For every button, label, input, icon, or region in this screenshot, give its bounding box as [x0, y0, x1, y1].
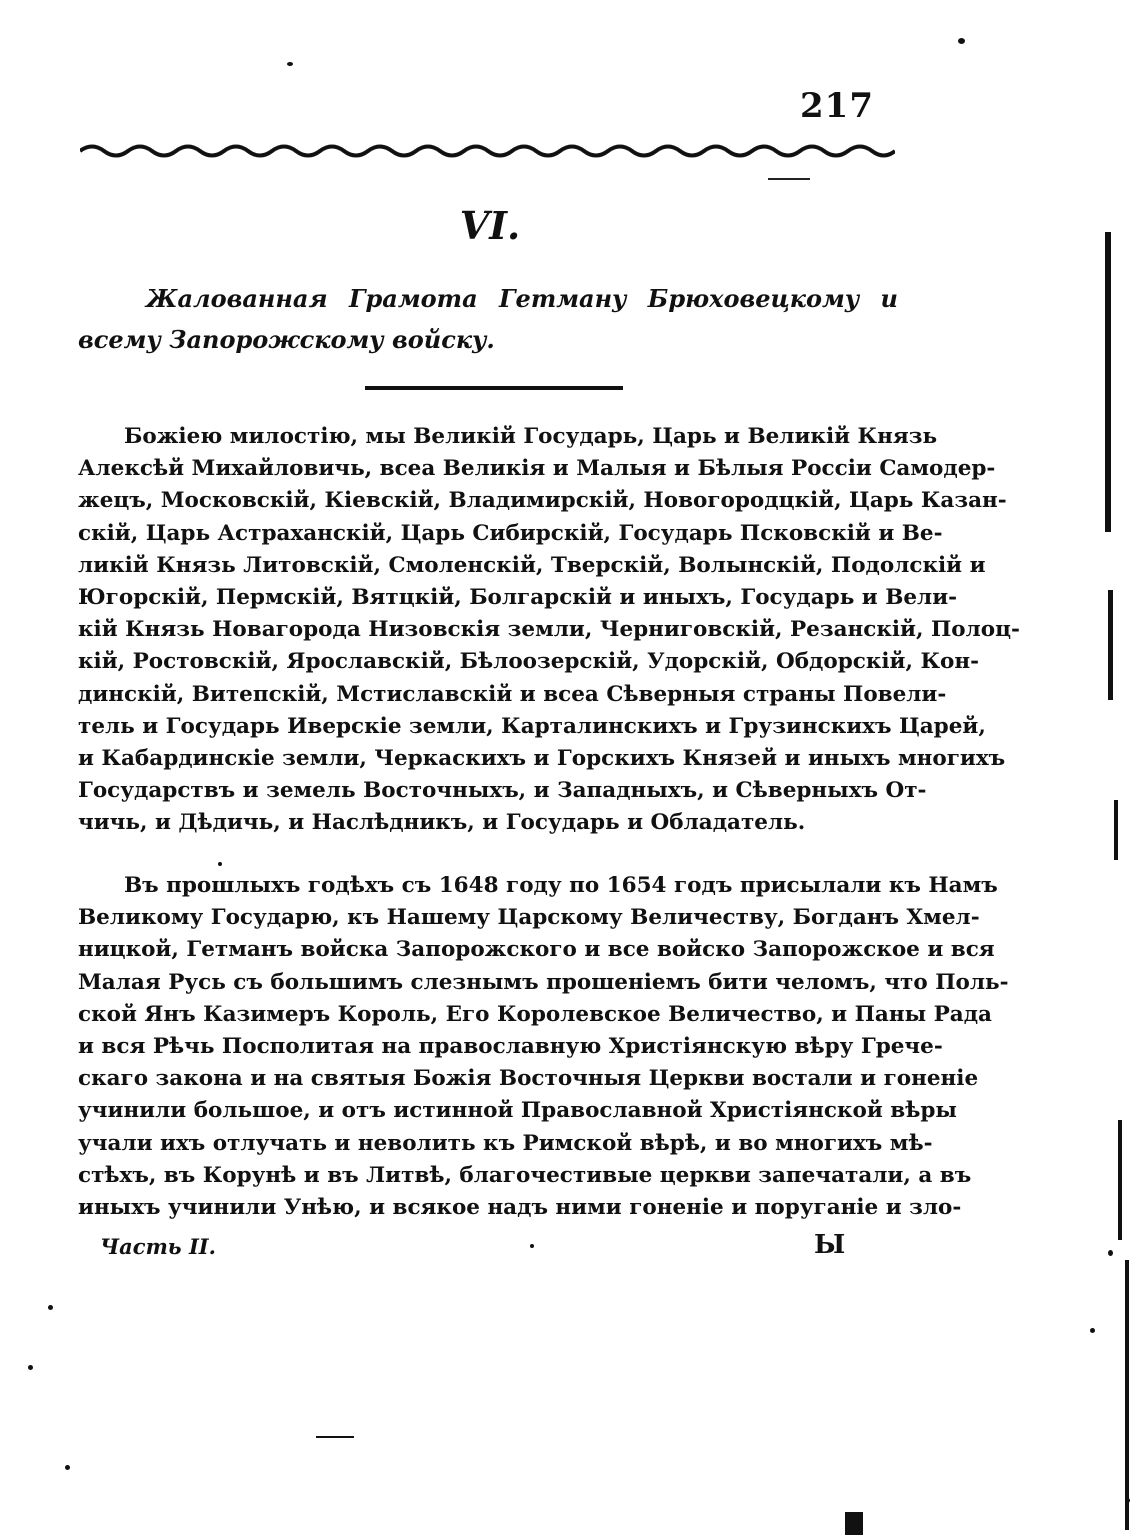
scan-edge-mark: [1125, 1260, 1129, 1530]
text-line: и вся Рѣчь Посполитая на православную Христiянскую вѣру Грече-: [78, 1034, 943, 1060]
scan-speck: [28, 1365, 33, 1370]
section-number: VI.: [459, 203, 521, 248]
text-line: Югорскiй, Пермскiй, Вятцкiй, Болгарскiй и иныхъ, Государь и Вели-: [78, 585, 958, 611]
text-line: Государствъ и земель Восточныхъ, и Западныхъ, и Сѣверныхъ От-: [78, 778, 927, 804]
text-line: чичь, и Дѣдичь, и Наслѣдникъ, и Государь и Обладатель.: [78, 810, 806, 836]
scan-speck: [65, 1465, 70, 1470]
section-title: Жалованная Грамота Гетману Брюховецкому и всему Запорожскому войску.: [78, 284, 898, 354]
page-number: 217: [800, 86, 874, 126]
text-line: Малая Русь съ большимъ слезнымъ прошенiемъ бити челомъ, что Поль-: [78, 969, 1009, 995]
text-line: Въ прошлыхъ годѣхъ съ 1648 году по 1654 годъ присылали къ Намъ: [124, 873, 998, 898]
text-line: динскiй, Витепскiй, Мстиславскiй и всеа Сѣверныя страны Повели-: [78, 681, 947, 707]
scan-edge-mark: [1118, 1120, 1122, 1240]
text-line: скаго закона и на святыя Божiя Восточныя Церкви востали и гоненiе: [78, 1066, 979, 1092]
text-line: кiй Князь Новагорода Низовскiя земли, Черниговскiй, Резанскiй, Полоц-: [78, 617, 1020, 643]
text-line: скiй, Царь Астраханскiй, Царь Сибирскiй, Государь Псковскiй и Ве-: [78, 520, 943, 546]
text-line: кiй, Ростовскiй, Ярославскiй, Бѣлоозерскiй, Удорскiй, Обдорскiй, Кон-: [78, 649, 980, 675]
text-line: и Кабардинскiе земли, Черкаскихъ и Горскихъ Князей и иныхъ многихъ: [78, 746, 1006, 772]
scan-speck: [958, 38, 965, 44]
signature-label: Часть II.: [100, 1234, 216, 1259]
text-line: стѣхъ, въ Корунѣ и въ Литвѣ, благочестивые церкви запечатали, а въ: [78, 1162, 972, 1188]
text-line: тель и Государь Иверскiе земли, Карталинскихъ и Грузинскихъ Царей,: [78, 713, 986, 739]
scan-edge-mark: [1105, 232, 1111, 532]
text-line: ской Янъ Казимеръ Король, Его Королевское Величество, и Паны Рада: [78, 1001, 992, 1027]
title-rule: [365, 386, 623, 390]
scan-speck: [1108, 1250, 1113, 1256]
text-line: учали ихъ отлучать и неволить къ Римской вѣрѣ, и во многихъ мѣ-: [78, 1130, 933, 1156]
scan-edge-mark: [1114, 800, 1118, 860]
text-line: Алексѣй Михайловичь, всеа Великiя и Малыя и Бѣлыя Россiи Самодер-: [78, 456, 996, 482]
text-line: ницкой, Гетманъ войска Запорожского и все войско Запорожское и вся: [78, 937, 995, 963]
text-line: иныхъ учинили Унѣю, и всякое надъ ними гоненiе и поруганiе и зло-: [78, 1195, 962, 1221]
short-rule: [768, 178, 810, 180]
wavy-rule: [80, 138, 895, 164]
scan-speck: [1090, 1328, 1095, 1333]
text-line: жецъ, Московскiй, Кiевскiй, Владимирскiй, Новогородцкiй, Царь Казан-: [78, 488, 1007, 514]
scan-dash: [316, 1436, 354, 1438]
scan-speck: [530, 1244, 534, 1248]
paragraph-2: [78, 870, 1009, 1224]
paragraph-1: [78, 421, 1020, 840]
scan-speck: [218, 862, 222, 866]
text-line: ликiй Князь Литовскiй, Смоленскiй, Тверскiй, Волынскiй, Подолскiй и: [78, 552, 986, 578]
scan-speck: [48, 1305, 53, 1310]
signature-mark: Ы: [814, 1230, 846, 1260]
text-line: учинили большое, и отъ истинной Православной Христiянской вѣры: [78, 1098, 957, 1124]
scan-speck: [287, 62, 293, 66]
scan-edge-mark: [845, 1512, 863, 1535]
text-line: Божiею милостiю, мы Великiй Государь, Царь и Великiй Князь: [124, 424, 938, 449]
wavy-line: [80, 147, 895, 156]
scan-edge-mark: [1108, 590, 1113, 700]
text-line: Великому Государю, къ Нашему Царскому Величеству, Богданъ Хмел-: [78, 905, 980, 931]
